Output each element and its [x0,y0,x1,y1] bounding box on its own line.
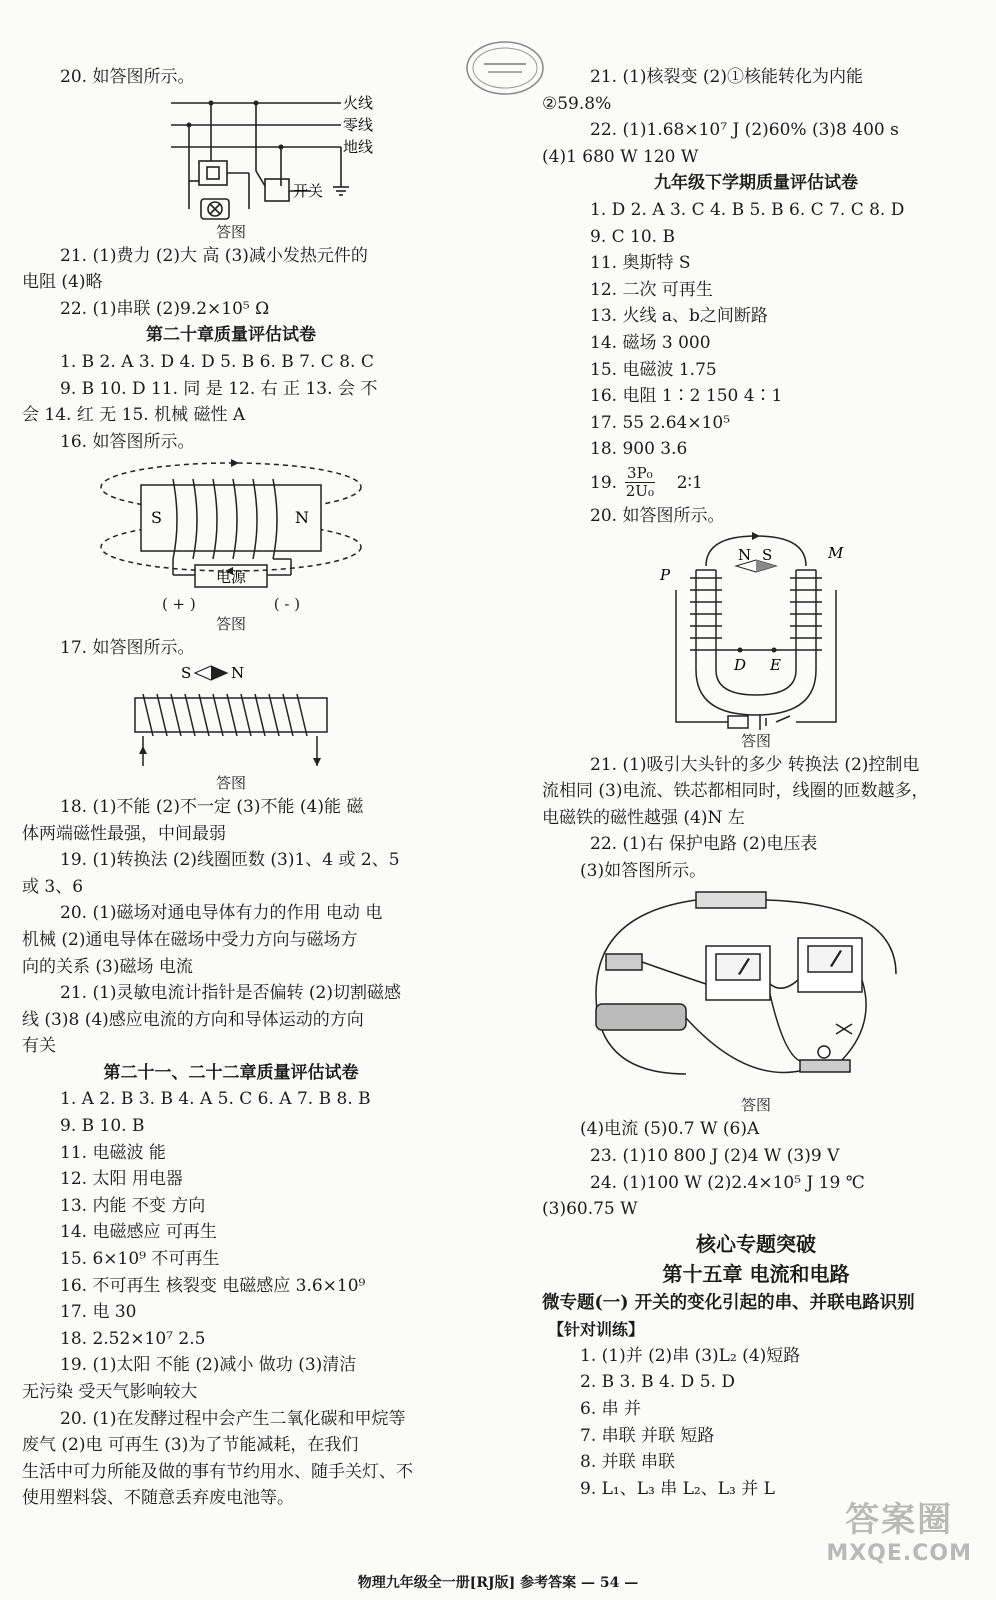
fraction [625,465,655,500]
figure-caption: 答图 [215,615,246,634]
answer-line: 15. 6×10⁹ 不可再生 [60,1249,220,1270]
u-electromagnet-figure [656,530,856,730]
watermark-url: MXQE.COM [826,1541,972,1566]
answer-line: 13. 内能 不变 方向 [60,1195,206,1216]
section-heading: 第二十章质量评估试卷 [146,325,316,346]
answer-line: 或 3、6 [22,876,84,897]
power-source-label: 电源 [215,568,247,587]
answer-line-fraction [542,463,970,503]
answer-line: 线 (3)8 (4)感应电流的方向和导体运动的方向 [22,1009,364,1030]
terminal-m-label: M [828,543,844,562]
figure-caption: 答图 [740,1096,771,1115]
answer-line: 24. (1)100 W (2)2.4×10⁵ J 19 ℃ [590,1172,865,1193]
answer-line: 2. B 3. B 4. D 5. D [580,1372,735,1393]
positive-terminal-label: ( + ) [161,595,196,614]
point-d-label: D [734,655,747,674]
left-column [22,64,440,1512]
neutral-wire-label: 零线 [343,115,374,134]
s-pole-label: S [151,508,162,528]
live-wire-label: 火线 [343,93,374,112]
answer-line: 9. B 10. D 11. 同 是 12. 右 正 13. 会 不 [60,378,378,399]
answer-line: 体两端磁性最强，中间最弱 [22,823,226,844]
answer-line: 11. 奥斯特 S [590,253,691,274]
answer-line: 20. (1)磁场对通电导体有力的作用 电动 电 [60,903,383,924]
figure-caption: 答图 [215,222,246,241]
answer-line: 9. L₁、L₃ 串 L₂、L₃ 并 L [580,1478,775,1499]
question-number: 19. [590,472,618,493]
figure-caption: 答图 [740,731,771,750]
answer-line: 18. 2.52×10⁷ 2.5 [60,1328,206,1349]
answer-line: 23. (1)10 800 J (2)4 W (3)9 V [590,1146,840,1167]
answer-line: 14. 磁场 3 000 [590,332,711,353]
answer-line: 18. (1)不能 (2)不一定 (3)不能 (4)能 磁 [60,796,364,817]
answer-line: 9. C 10. B [590,226,675,247]
core-topic-heading: 核心专题突破 [696,1231,816,1256]
terminal-p-label: P [660,565,671,584]
right-column [542,64,970,1502]
answer-line: 1. D 2. A 3. C 4. B 5. B 6. C 7. C 8. D [590,199,905,220]
answer-line: (4)1 680 W 120 W [542,146,699,167]
answer-line: 1. B 2. A 3. D 4. D 5. B 6. B 7. C 8. C [60,351,374,372]
ratio-answer: 2∶1 [676,472,703,493]
answer-line: 17. 55 2.64×10⁵ [590,412,731,433]
solenoid-figure [81,662,381,772]
magnet-n-label: N [738,545,752,564]
polarity-row [22,595,440,613]
answer-line: 7. 串联 并联 短路 [580,1425,715,1446]
answer-line: 21. (1)吸引大头针的多少 转换法 (2)控制电 [590,754,920,775]
switch-label: 开关 [293,181,324,200]
answer-line: 8. 并联 串联 [580,1452,676,1473]
fraction-denominator: 2U₀ [625,482,654,501]
ground-wire-label: 地线 [343,137,374,156]
household-circuit-figure [81,91,381,221]
answer-line: 会 14. 红 无 15. 机械 磁性 A [22,405,246,426]
answer-line: 有关 [22,1036,56,1057]
chapter-heading: 第十五章 电流和电路 [662,1261,850,1286]
answer-line: 无污染 受天气影响较大 [22,1382,198,1402]
compass-n-label: N [231,663,245,682]
answer-line: 15. 电磁波 1.75 [590,359,717,380]
answer-line: 19. (1)太阳 不能 (2)减小 做功 (3)清洁 [60,1355,357,1376]
answer-line: 9. B 10. B [60,1116,145,1137]
answer-line: 1. A 2. B 3. B 4. A 5. C 6. A 7. B 8. B [60,1089,371,1110]
answer-line: 17. 电 30 [60,1302,137,1323]
n-pole-label: N [295,508,309,528]
answer-line: 11. 电磁波 能 [60,1142,166,1163]
answer-line: 流相同 (3)电流、铁芯都相同时，线圈的匝数越多， [542,781,929,802]
compass-s-label: S [181,663,192,682]
answer-line: 17. 如答图所示。 [60,638,195,659]
answer-line: 机械 (2)通电导体在磁场中受力方向与磁场方 [22,929,358,950]
watermark-text: 答案圈 [845,1500,954,1540]
answer-line: 6. 串 并 [580,1399,642,1420]
answer-line: (4)电流 (5)0.7 W (6)A [580,1119,760,1140]
answer-line: 向的关系 (3)磁场 电流 [22,956,193,977]
answer-line: 22. (1)右 保护电路 (2)电压表 [590,834,818,855]
answer-line: 20. 如答图所示。 [60,67,195,87]
magnet-s-label: S [762,545,773,564]
section-heading: 第二十一、二十二章质量评估试卷 [103,1062,359,1083]
answer-line: 19. (1)转换法 (2)线圈匝数 (3)1、4 或 2、5 [60,850,400,871]
negative-terminal-label: ( - ) [273,595,301,614]
answer-line: 1. (1)并 (2)串 (3)L₂ (4)短路 [580,1345,801,1366]
answer-line: 20. 如答图所示。 [590,505,725,526]
electromagnet-field-figure [81,455,381,595]
seal-stamp-icon [462,36,548,100]
answer-line: 14. 电磁感应 可再生 [60,1222,217,1243]
answer-line: 22. (1)串联 (2)9.2×10⁵ Ω [60,298,270,319]
answer-line: 21. (1)灵敏电流计指针是否偏转 (2)切割磁感 [60,983,402,1004]
practice-tag: 【针对训练】 [548,1319,645,1339]
point-e-label: E [770,655,781,674]
answer-line: 16. 如答图所示。 [60,431,195,452]
watermark-logo [826,1492,972,1566]
answer-line: 16. 不可再生 核裂变 电磁感应 3.6×10⁹ [60,1275,366,1296]
answer-line: 12. 二次 可再生 [590,279,713,300]
answer-line: 12. 太阳 用电器 [60,1169,183,1190]
page-footer: 物理九年级全一册[RJ版] 参考答案 — 54 — [357,1575,639,1591]
answer-line: 20. (1)在发酵过程中会产生二氧化碳和甲烷等 [60,1408,406,1429]
fraction-numerator: 3P₀ [627,464,653,483]
micro-topic-heading: 微专题(一) 开关的变化引起的串、并联电路识别 [542,1292,915,1313]
answer-line: ②59.8% [542,93,612,114]
answer-line: 16. 电阻 1∶2 150 4∶1 [590,386,783,407]
answer-line: 21. (1)费力 (2)大 高 (3)减小发热元件的 [60,245,368,266]
answer-line: 13. 火线 a、b之间断路 [590,306,768,327]
answer-line: 废气 (2)电 可再生 (3)为了节能减耗，在我们 [22,1435,359,1456]
answer-line: 生活中可力所能及做的事有节约用水、随手关灯、不 [22,1461,413,1482]
figure-caption: 答图 [215,773,246,792]
answer-line: 22. (1)1.68×10⁷ J (2)60% (3)8 400 s [590,120,899,141]
answer-line: 18. 900 3.6 [590,439,688,460]
answer-line: 21. (1)核裂变 (2)①核能转化为内能 [590,67,864,87]
answer-line: 电阻 (4)略 [22,272,103,293]
answer-line: (3)60.75 W [542,1199,638,1220]
section-heading: 九年级下学期质量评估试卷 [654,173,858,194]
answer-line: (3)如答图所示。 [580,860,707,881]
circuit-connection-figure [566,884,946,1094]
answer-line: 电磁铁的磁性越强 (4)N 左 [542,807,745,828]
answer-line: 使用塑料袋、不随意丢弃废电池等。 [22,1488,294,1509]
